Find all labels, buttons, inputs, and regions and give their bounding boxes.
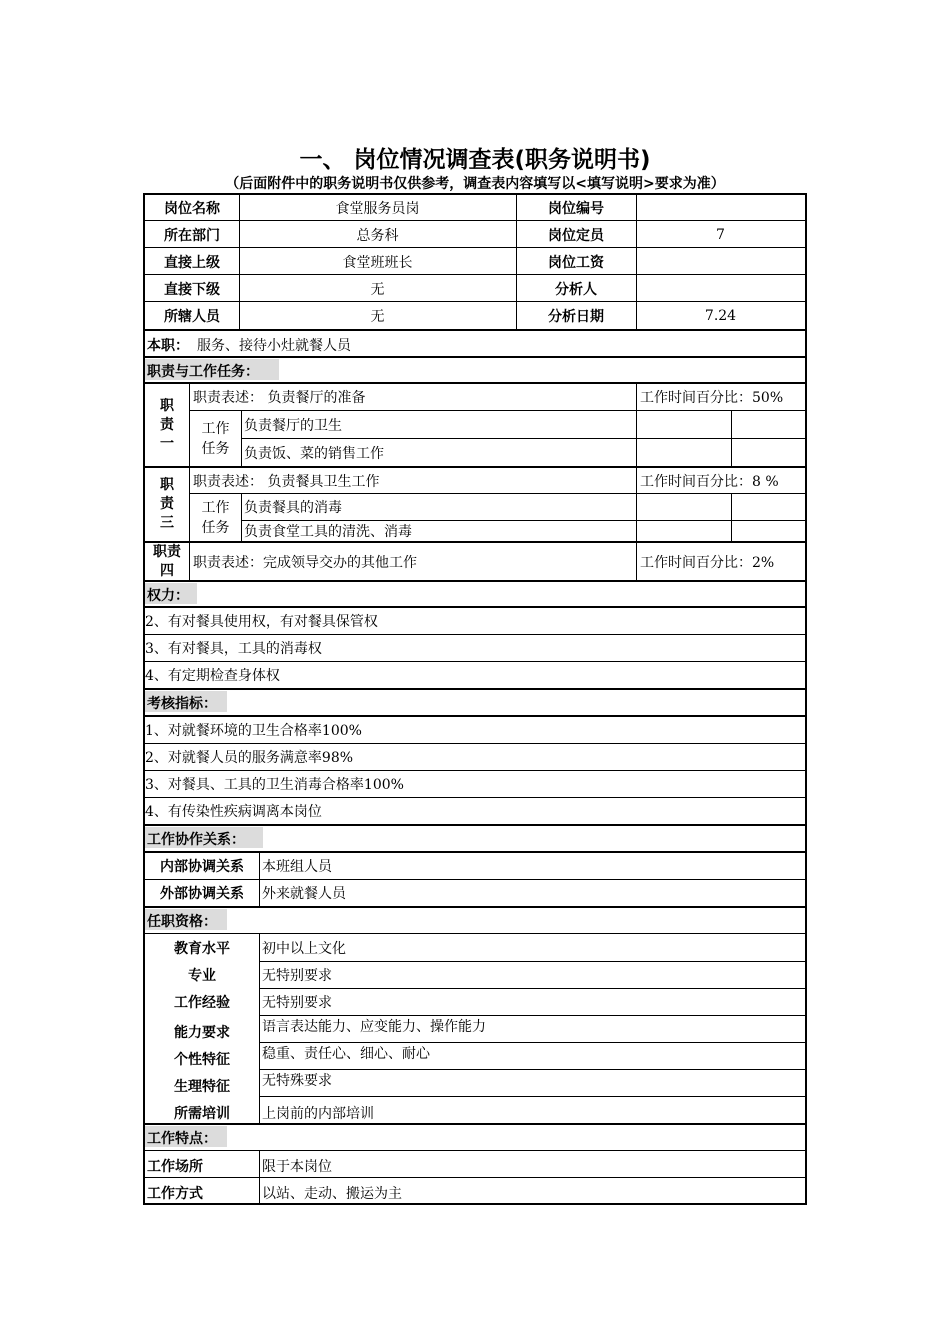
qual-experience-value: 无特别要求 [262, 995, 332, 1011]
basic-value-date: 7.24 [704, 307, 737, 324]
basic-label-staff: 所辖人员 [164, 308, 220, 325]
resp-3-task-2: 负责食堂工具的清洗、消毒 [244, 524, 412, 540]
basic-value-superior: 食堂班班长 [342, 254, 413, 271]
resp-3-char-1: 职 [160, 477, 174, 493]
resp-1-task-2: 负责饭、菜的销售工作 [244, 445, 384, 462]
qual-training-value: 上岗前的内部培训 [262, 1105, 374, 1122]
basic-label-date: 分析日期 [548, 308, 604, 325]
resp-3-time: 工作时间百分比：8 % [640, 473, 779, 490]
power-item-1: 2、有对餐具使用权，有对餐具保管权 [145, 614, 378, 630]
qual-personality-label: 个性特征 [174, 1051, 230, 1068]
collab-external-label: 外部协调关系 [160, 886, 244, 902]
resp-3-task-label-2: 任务 [201, 519, 230, 536]
qual-major-label: 专业 [188, 968, 216, 984]
basic-label-superior: 直接上级 [164, 254, 220, 271]
resp-1-desc: 职责表述： 负责餐厅的准备 [193, 390, 366, 406]
duty-label: 本职： [147, 337, 189, 354]
resp-3-task-1: 负责餐具的消毒 [244, 500, 342, 516]
basic-label-subordinate: 直接下级 [164, 281, 220, 298]
duty-text: 服务、接待小灶就餐人员 [197, 337, 351, 354]
resp-1-time: 工作时间百分比：50% [640, 390, 784, 406]
resp-3-char-3: 三 [160, 515, 174, 531]
resp-1-label [145, 384, 189, 466]
qual-experience-label: 工作经验 [174, 995, 230, 1011]
power-header: 权力： [147, 588, 189, 604]
collab-internal-label: 内部协调关系 [160, 859, 244, 875]
basic-value-code [636, 195, 805, 221]
resp-3-desc: 职责表述： 负责餐具卫生工作 [193, 473, 380, 490]
collab-internal-value: 本班组人员 [262, 859, 332, 875]
qual-physical-label: 生理特征 [174, 1078, 230, 1095]
qual-physical-value: 无特殊要求 [262, 1073, 332, 1089]
feature-header: 工作特点： [147, 1131, 217, 1147]
qual-header: 任职资格： [147, 914, 217, 930]
power-item-2: 3、有对餐具，工具的消毒权 [145, 641, 322, 657]
resp-3-task-label-1: 工作 [201, 499, 230, 516]
qual-training-label: 所需培训 [174, 1105, 230, 1122]
resp-4-char-2: 四 [160, 562, 174, 579]
feature-mode-value: 以站、走动、搬运为主 [262, 1185, 402, 1202]
basic-label-analyst: 分析人 [555, 281, 597, 298]
collab-header: 工作协作关系： [147, 832, 245, 848]
qual-major-value: 无特别要求 [262, 968, 332, 984]
resp-4-time: 工作时间百分比：2% [640, 554, 775, 571]
basic-label-code: 岗位编号 [548, 201, 604, 217]
collab-external-value: 外来就餐人员 [262, 886, 346, 902]
resp-1-char-3: 一 [160, 435, 174, 452]
resp-1-char-2: 责 [160, 416, 174, 433]
basic-label-dept: 所在部门 [164, 227, 220, 244]
qual-ability-value: 语言表达能力、应变能力、操作能力 [262, 1019, 486, 1035]
resp-4-label [145, 543, 189, 580]
resp-1-task-label [190, 411, 241, 466]
job-survey-form [143, 193, 807, 1205]
resp-1-task-label-2: 任务 [201, 440, 230, 457]
resp-1-char-1: 职 [160, 397, 174, 414]
basic-value-analyst [636, 275, 805, 302]
feature-place-label: 工作场所 [147, 1159, 203, 1175]
basic-value-salary [636, 248, 805, 275]
resp-3-char-2: 责 [160, 496, 174, 512]
document-title: 一、 岗位情况调查表(职务说明书) [299, 147, 651, 173]
resp-3-label [145, 468, 189, 541]
qual-ability-label: 能力要求 [174, 1024, 230, 1041]
kpi-item-3: 3、对餐具、工具的卫生消毒合格率100% [145, 777, 404, 793]
power-item-3: 4、有定期检查身体权 [145, 668, 280, 684]
qual-education-value: 初中以上文化 [262, 940, 346, 957]
kpi-item-1: 1、对就餐环境的卫生合格率100% [145, 723, 362, 739]
basic-value-staff: 无 [370, 308, 385, 325]
feature-place-value: 限于本岗位 [262, 1159, 332, 1175]
basic-value-name: 食堂服务员岗 [335, 201, 420, 217]
resp-4-char-1: 职责 [153, 543, 181, 560]
duty-row [147, 332, 807, 357]
resp-header: 职责与工作任务： [147, 364, 259, 380]
kpi-item-2: 2、对就餐人员的服务满意率98% [145, 750, 354, 766]
resp-1-task-1: 负责餐厅的卫生 [244, 417, 342, 434]
basic-label-name: 岗位名称 [164, 201, 220, 217]
qual-education-label: 教育水平 [174, 940, 230, 957]
basic-value-subordinate: 无 [370, 281, 385, 298]
document-subtitle: （后面附件中的职务说明书仅供参考，调查表内容填写以<填写说明>要求为准） [225, 176, 725, 192]
basic-value-dept: 总务科 [356, 227, 399, 244]
qual-personality-value: 稳重、责任心、细心、耐心 [262, 1046, 430, 1062]
basic-label-headcount: 岗位定员 [548, 227, 604, 244]
basic-value-headcount: 7 [716, 226, 725, 243]
kpi-header: 考核指标： [147, 696, 217, 712]
resp-3-task-label [190, 494, 241, 541]
basic-label-salary: 岗位工资 [548, 254, 604, 271]
feature-mode-label: 工作方式 [147, 1185, 203, 1202]
resp-4-desc: 职责表述：完成领导交办的其他工作 [193, 554, 417, 571]
kpi-item-4: 4、有传染性疾病调离本岗位 [145, 804, 322, 820]
resp-1-task-label-1: 工作 [201, 420, 230, 437]
